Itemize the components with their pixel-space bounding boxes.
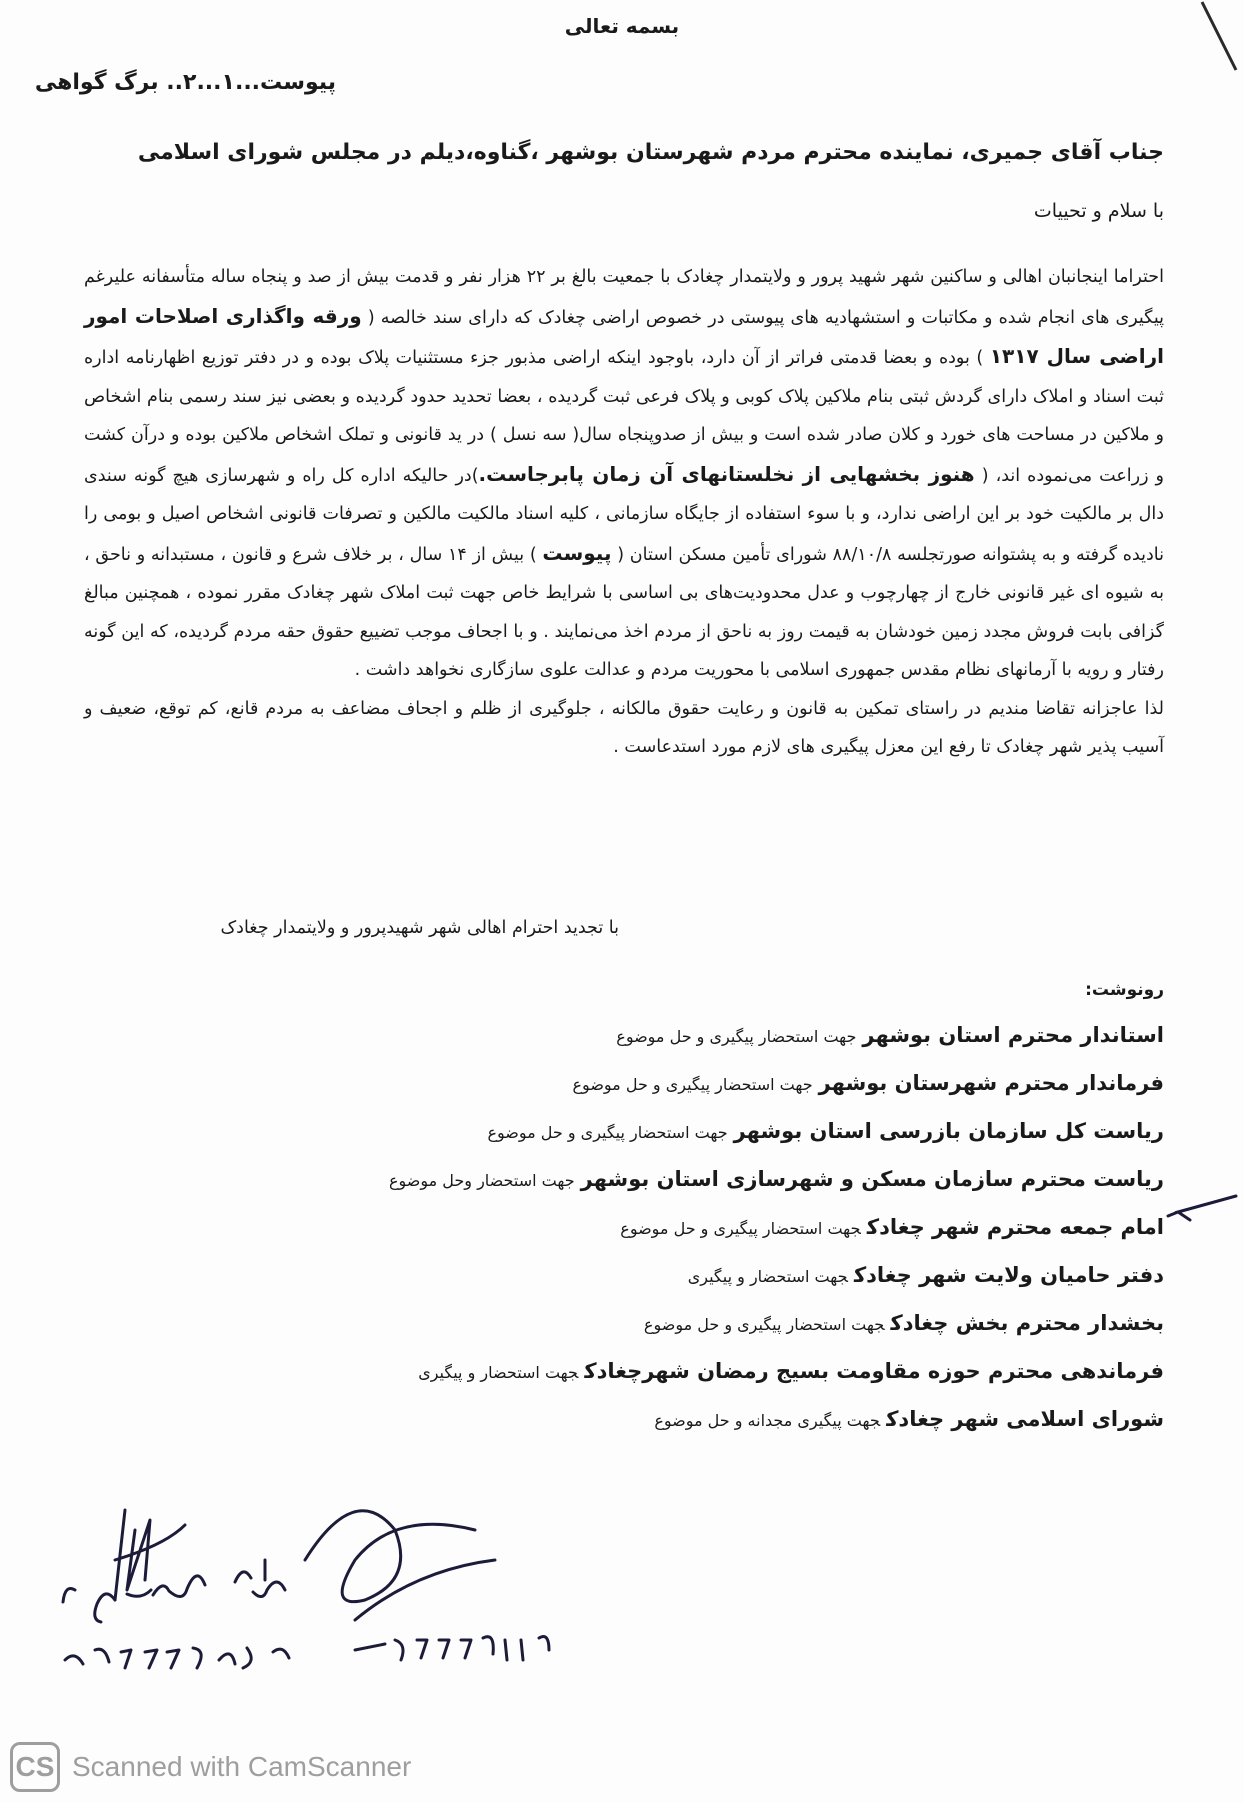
body-text: ) بوده و بعضا قدمتی فراتر از آن دارد، باوجود اینکه اراضی مذبور جزء مستثنیات پلاک بوده و در دفتر توزیع اظهارنامه اداره ثبت اسناد و املاک دارای گردش ثبتی بنام ملاکین پلاک کوبی و پلاک فرعی ثبت گردیده ، بعضا تحدید حدود گردیده و بعضی نیز سند رسمی بنام اشخاص و ملاکین در مساحت های خورد و کلان صادر شده است و بیش از صدوپنجاه سال( سه نسل ) در ید قانونی و تملک اشخاص ملاکین بوده و درآن کشت و زراعت می‌نموده اند، ( [84,348,1164,486]
cc-office: فرماندهی محترم حوزه مقاومت بسیج رمضان شهرچغادک [584,1359,1164,1383]
camscanner-text: Scanned with CamScanner [72,1751,412,1782]
right-name-handwriting [235,1560,285,1597]
body-text: احتراما اینجانبان اهالی و ساکنین شهر شهید پرور و ولایتمدار چغادک با جمعیت بالغ بر ۲۲ هزار نفر و قدمت بیش از صد و پنجاه ساله متأسفانه علیرغم پیگیری های انجام شده و مکاتبات و استشهادیه های پیوستی در خصوص اراضی چغادک که دارای سند خالصه ( [84,267,1164,328]
cc-purpose: جهت استحضار پیگیری و حل موضوع [643,1315,885,1334]
cc-item [64,1015,1164,1063]
cc-purpose: جهت استحضار و پیگیری [687,1267,848,1286]
body-paragraph-1 [84,258,1164,690]
cc-office: دفتر حامیان ولایت شهر چغادک [853,1263,1164,1287]
cc-purpose: جهت استحضار پیگیری و حل موضوع [620,1219,861,1238]
cc-purpose: جهت استحضار وحل موضوع [388,1171,575,1190]
cc-item [64,1207,1164,1255]
letter-body [84,258,1164,767]
body-text: ) بیش از ۱۴ سال ، بر خلاف شرع و قانون ، مستبدانه و ناحق ، به شیوه ای غیر قانونی خارج از چهارچوب و عدل محدودیت‌های بی اساسی با شرایط خاص جهت ثبت املاک شهر چغادک مقرر نموده ، همچنین مبالغ گزافی بابت فروش مجدد زمین خودشان به قیمت روز به ناحق از مردم اخذ می‌نمایند . و با اجحاف موجب تضییع حقوق حقه مردم گردیده، که این گونه رفتار و رویه با آرمانهای نظام مقدس جمهوری اسلامی با محوریت مردم و عدالت علوی سازگاری نخواهد داشت . [84,544,1164,680]
handwritten-signatures [55,1490,575,1710]
cc-item [64,1399,1164,1447]
cc-list [64,1015,1164,1447]
cc-purpose: جهت استحضار پیگیری و حل موضوع [487,1123,728,1142]
cc-office: ریاست کل سازمان بازرسی استان بوشهر [733,1119,1164,1143]
left-signature-stroke [115,1510,185,1600]
cc-office: امام جمعه محترم شهر چغادک [866,1215,1164,1239]
left-phone-handwriting [65,1648,289,1668]
corner-pen-stroke-mark [1190,0,1244,80]
right-signature-stroke [305,1511,495,1620]
cc-purpose: جهت پیگیری مجدانه و حل موضوع [654,1411,881,1430]
cc-item [64,1063,1164,1111]
letter-heading: بسمه تعالی [564,14,680,38]
closing-line: با تجدید احترام اهالی شهر شهیدپرور و ولایتمدار چغادک [220,918,619,938]
cc-purpose: جهت استحضار و پیگیری [418,1363,579,1382]
cc-item [64,1303,1164,1351]
body-emphasis: هنوز بخشهایی از نخلستانهای آن زمان پابرجاست. [478,461,975,486]
cc-purpose: جهت استحضار پیگیری و حل موضوع [572,1075,813,1094]
cc-office: فرماندار محترم شهرستان بوشهر [818,1071,1164,1095]
cc-office: استاندار محترم استان بوشهر [862,1023,1164,1047]
cc-label: رونوشت: [1085,980,1164,1000]
cc-item [64,1111,1164,1159]
attachment-reference: پیوست...۱...۲.. برگ گواهی [34,70,336,95]
cc-office: بخشدار محترم بخش چغادک [890,1311,1164,1335]
body-emphasis: پیوست [542,540,612,565]
cc-office: ریاست محترم سازمان مسکن و شهرسازی استان بوشهر [580,1167,1164,1191]
addressee-line: جناب آقای جمیری، نماینده محترم مردم شهرستان بوشهر ،گناوه،دیلم در مجلس شورای اسلامی [137,140,1164,165]
body-text: )در حالیکه اداره کل راه و شهرسازی هیچ گونه سندی دال بر مالکیت خود بر این اراضی ندارد، و با سوء استفاده از جایگاه سازمانی ، کلیه اسناد مالکیت مالکین و تصرفات قانونی اشخاص اصیل و بومی را نادیده گرفته و به پشتوانه صورتجلسه ۸۸/۱۰/۸ شورای تأمین مسکن استان ( [84,465,1164,565]
cc-item [64,1159,1164,1207]
camscanner-logo-icon: CS [10,1742,60,1792]
camscanner-watermark [10,1742,411,1792]
right-phone-handwriting [355,1637,549,1661]
greeting-line: با سلام و تحییات [1033,200,1164,222]
body-paragraph-2: لذا عاجزانه تقاضا مندیم در راستای تمکین به قانون و رعایت حقوق مالکانه ، جلوگیری از ظلم و اجحاف مضاعف به مردم قانع، کم توقع، ضعیف و آسیب پذیر شهر چغادک تا رفع این معزل پیگیری های لازم مورد استدعاست . [84,698,1164,757]
body-emphasis: ورقه واگذاری اصلاحات امور اراضی سال ۱۳۱۷ [84,303,1164,368]
pen-arrow-mark [1160,1192,1240,1232]
cc-item [64,1255,1164,1303]
cc-office: شورای اسلامی شهر چغادک [886,1407,1164,1431]
left-name-handwriting [63,1576,205,1622]
cc-purpose: جهت استحضار پیگیری و حل موضوع [616,1027,857,1046]
cc-item [64,1351,1164,1399]
